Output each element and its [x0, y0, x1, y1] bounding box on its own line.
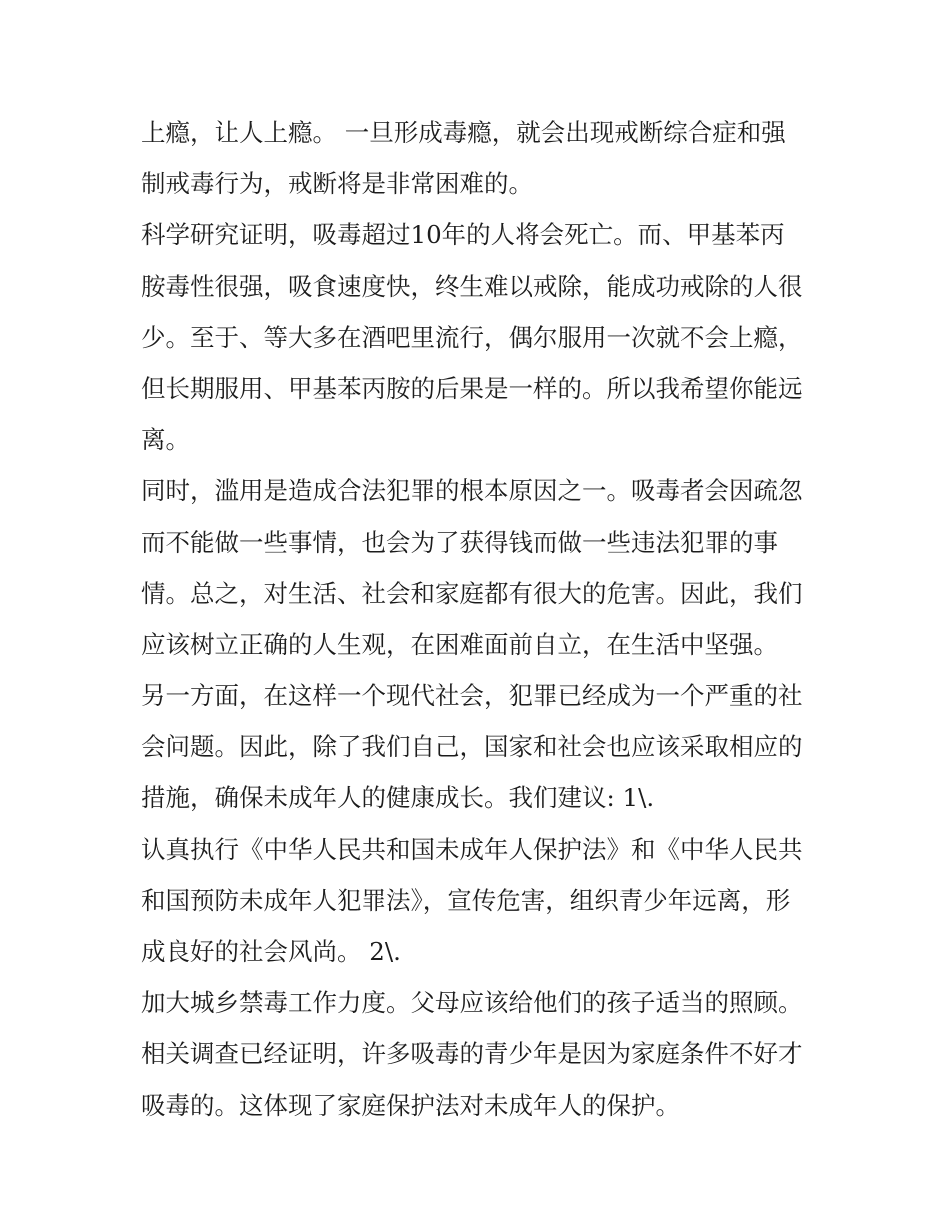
- body-text: [141, 107, 821, 1131]
- text-line: 会问题。因此，除了我们自己，国家和社会也应该采取相应的: [141, 732, 803, 762]
- text-line: 加大城乡禁毒工作力度。父母应该给他们的孩子适当的照顾。: [141, 988, 803, 1018]
- text-line: 认真执行《中华人民共和国未成年人保护法》和《中华人民共: [141, 834, 803, 864]
- text-line: 另一方面，在这样一个现代社会，犯罪已经成为一个严重的社: [141, 681, 803, 711]
- text-line: 相关调查已经证明，许多吸毒的青少年是因为家庭条件不好才: [141, 1039, 803, 1069]
- text-line: 成良好的社会风尚。 2\.: [141, 937, 401, 966]
- text-line: 而不能做一些事情，也会为了获得钱而做一些违法犯罪的事: [141, 527, 778, 557]
- text-line: 和国预防未成年人犯罪法》，宣传危害，组织青少年远离，形: [141, 885, 791, 915]
- text-line: 科学研究证明，吸毒超过10年的人将会死亡。而、甲基苯丙: [141, 220, 785, 250]
- text-line: 情。总之，对生活、社会和家庭都有很大的危害。因此，我们: [141, 578, 803, 608]
- text-line: 胺毒性很强，吸食速度快，终生难以戒除，能成功戒除的人很: [141, 271, 803, 301]
- text-line: 同时，滥用是造成合法犯罪的根本原因之一。吸毒者会因疏忽: [141, 476, 803, 506]
- text-line: 离。: [141, 425, 190, 455]
- text-line: 措施，确保未成年人的健康成长。我们建议: 1\.: [141, 783, 655, 813]
- text-line: 但长期服用、甲基苯丙胺的后果是一样的。所以我希望你能远: [141, 373, 803, 403]
- text-line: 吸毒的。这体现了家庭保护法对未成年人的保护。: [141, 1090, 680, 1120]
- text-line: 应该树立正确的人生观，在困难面前自立，在生活中坚强。: [141, 629, 778, 659]
- text-line: 少。至于、等大多在酒吧里流行，偶尔服用一次就不会上瘾，: [141, 322, 803, 352]
- text-line: 上瘾，让人上瘾。 一旦形成毒瘾，就会出现戒断综合症和强: [141, 118, 786, 147]
- text-line: 制戒毒行为，戒断将是非常困难的。: [141, 169, 533, 199]
